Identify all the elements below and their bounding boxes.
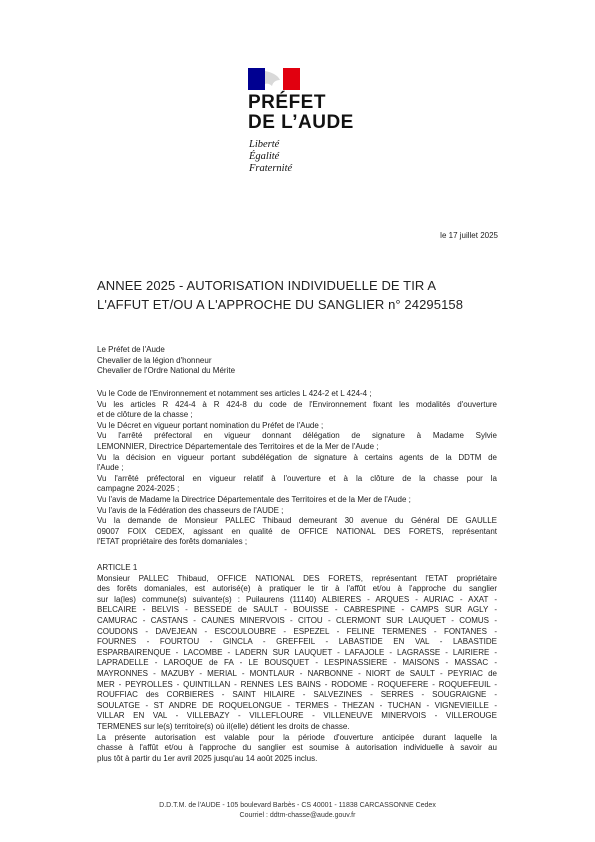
authority-line: Chevalier de l'Ordre National du Mérite: [97, 366, 236, 376]
flag-blue-band: [248, 68, 265, 90]
authority-line: Le Préfet de l'Aude: [97, 345, 165, 354]
text-line: Vu l'arrêté préfectoral en vigueur relatif à l'ouverture et à la clôture de la chasse pour la: [97, 473, 497, 483]
text-line: l'Aude ;: [97, 463, 124, 473]
text-line: SOULATGE - ST ANDRE DE ROQUELONGUE - TERMES - THEZAN - TUCHAN - VIGNEVIEILLE -: [97, 700, 497, 710]
text-line: plus tôt à partir du 1er avril 2025 jusqu'au 14 août 2025 inclus.: [97, 753, 318, 763]
text-line: La présente autorisation est valable pour la période d'ouverture anticipée durant laquelle la: [97, 732, 497, 742]
text-line: Vu l'avis de Madame la Directrice Départementale des Territoires et de la Mer de l'Aude ;: [97, 494, 411, 504]
text-line: ESPARBAIRENQUE - LACOMBE - LADERN SUR LAUQUET - LAFAJOLE - LAGRASSE - LAIRIERE -: [97, 647, 497, 657]
text-line: TERMENES sur le(s) territoire(s) où il(elle) détient les droits de chasse.: [97, 721, 350, 731]
text-line: 09007 FOIX CEDEX, agissant en qualité de OFFICE NATIONAL DES FORETS, représentant: [97, 526, 497, 536]
brand-line-1: PRÉFET: [248, 92, 326, 113]
prefecture-brand: [248, 93, 354, 133]
text-line: MAYRONNES - MAZUBY - MERIAL - MONTLAUR - NARBONNE - NIORT de SAULT - PEYRIAC de: [97, 668, 497, 678]
motto-fraternite: Fraternité: [249, 163, 293, 174]
footer-address: D.D.T.M. de l'AUDE - 105 boulevard Barbès - CS 40001 - 11838 CARCASSONNE Cedex: [159, 802, 436, 809]
text-line: ROUFFIAC des CORBIERES - SAINT HILAIRE - SALVEZINES - SERRES - SOUGRAIGNE -: [97, 690, 497, 700]
text-line: COUDONS - DAVEJEAN - ESCOULOUBRE - ESPEZEL - FELINE TERMENES - FONTANES -: [97, 626, 497, 636]
text-line: sur la(les) commune(s) suivante(s) : Puilaurens (11140) ALBIERES - ARQUES - AURIAC - AXAT -: [97, 594, 497, 604]
motto-liberte: Liberté: [249, 139, 280, 150]
title-line-1: ANNEE 2025 - AUTORISATION INDIVIDUELLE DE TIR A: [97, 278, 437, 293]
text-line: VILLAR EN VAL - VILLEBAZY - VILLEFLOURE - VILLENEUVE MINERVOIS - VILLEROUGE: [97, 711, 497, 721]
text-line: et de clôture de la chasse ;: [97, 410, 193, 420]
text-line: Vu le Code de l'Environnement et notamment ses articles L 424-2 et L 424-4 ;: [97, 389, 372, 398]
article-1: [97, 563, 497, 764]
text-line: des forêts domaniales, est autorisé(e) à pratiquer le tir à l'affût et/ou à l'approche du sanglier: [97, 584, 497, 594]
brand-line-2: DE L’AUDE: [248, 112, 354, 133]
text-line: Monsieur PALLEC Thibaud, OFFICE NATIONAL DES FORETS, représentant l'ETAT propriétaire: [97, 573, 497, 583]
text-line: chasse à l'affût et/ou à l'approche du sanglier est soumise à autorisation individuelle à savoir au: [97, 743, 497, 753]
flag-red-band: [283, 68, 300, 90]
text-line: CAMURAC - CASTANS - CAUNES MINERVOIS - CITOU - CLERMONT SUR LAUQUET - COMUS -: [97, 615, 497, 625]
text-line: Vu l'arrêté préfectoral en vigueur donnant délégation de signature à Madame Sylvie: [97, 431, 497, 441]
text-line: BELCAIRE - BELVIS - BESSEDE de SAULT - BOUISSE - CABRESPINE - CAMPS SUR AGLY -: [97, 605, 497, 615]
text-line: MER - PEYROLLES - QUINTILLAN - RENNES LES BAINS - RODOME - ROQUEFERE - ROQUEFEUIL -: [97, 679, 497, 689]
text-line: l'ETAT propriétaire des forêts domaniales ;: [97, 537, 248, 547]
text-line: FOURNES - FOURTOU - GINCLA - GREFFEIL - LABASTIDE EN VAL - LABASTIDE: [97, 637, 497, 647]
text-line: Vu les articles R 424-4 à R 424-8 du code de l'Environnement fixant les modalités d'ouverture: [97, 399, 497, 409]
document-date: le 17 juillet 2025: [440, 231, 498, 240]
text-line: LEMONNIER, Directrice Départementale des Territoires et de la Mer de l'Aude ;: [97, 441, 379, 451]
considerations-block: [97, 389, 497, 548]
text-line: Vu le Décret en vigueur portant nomination du Préfet de l'Aude ;: [97, 420, 324, 430]
text-line: campagne 2024-2025 ;: [97, 484, 180, 494]
motto-egalite: Égalité: [249, 151, 280, 162]
text-line: Vu la décision en vigueur portant subdélégation de signature à certains agents de la DDTM de: [97, 452, 497, 462]
title-line-2: L'AFFUT ET/OU A L'APPROCHE DU SANGLIER n° 24295158: [97, 296, 464, 312]
marianne-logo: [248, 68, 300, 90]
text-line: Vu l'avis de la Fédération des chasseurs de l'AUDE ;: [97, 505, 284, 515]
authority-line: Chevalier de la légion d'honneur: [97, 355, 212, 365]
article-body: [97, 574, 497, 765]
text-line: LAPRADELLE - LAROQUE de FA - LE BOUSQUET - LESPINASSIERE - MAISONS - MASSAC -: [97, 658, 497, 668]
article-heading: ARTICLE 1: [97, 563, 138, 572]
page-footer: [0, 801, 595, 821]
republic-motto: [249, 139, 292, 175]
footer-email: Courriel : ddtm-chasse@aude.gouv.fr: [239, 812, 356, 819]
document-title: [97, 277, 507, 314]
authority-block: [97, 345, 497, 377]
text-line: Vu la demande de Monsieur PALLEC Thibaud demeurant 30 avenue du Général DE GAULLE: [97, 516, 497, 526]
